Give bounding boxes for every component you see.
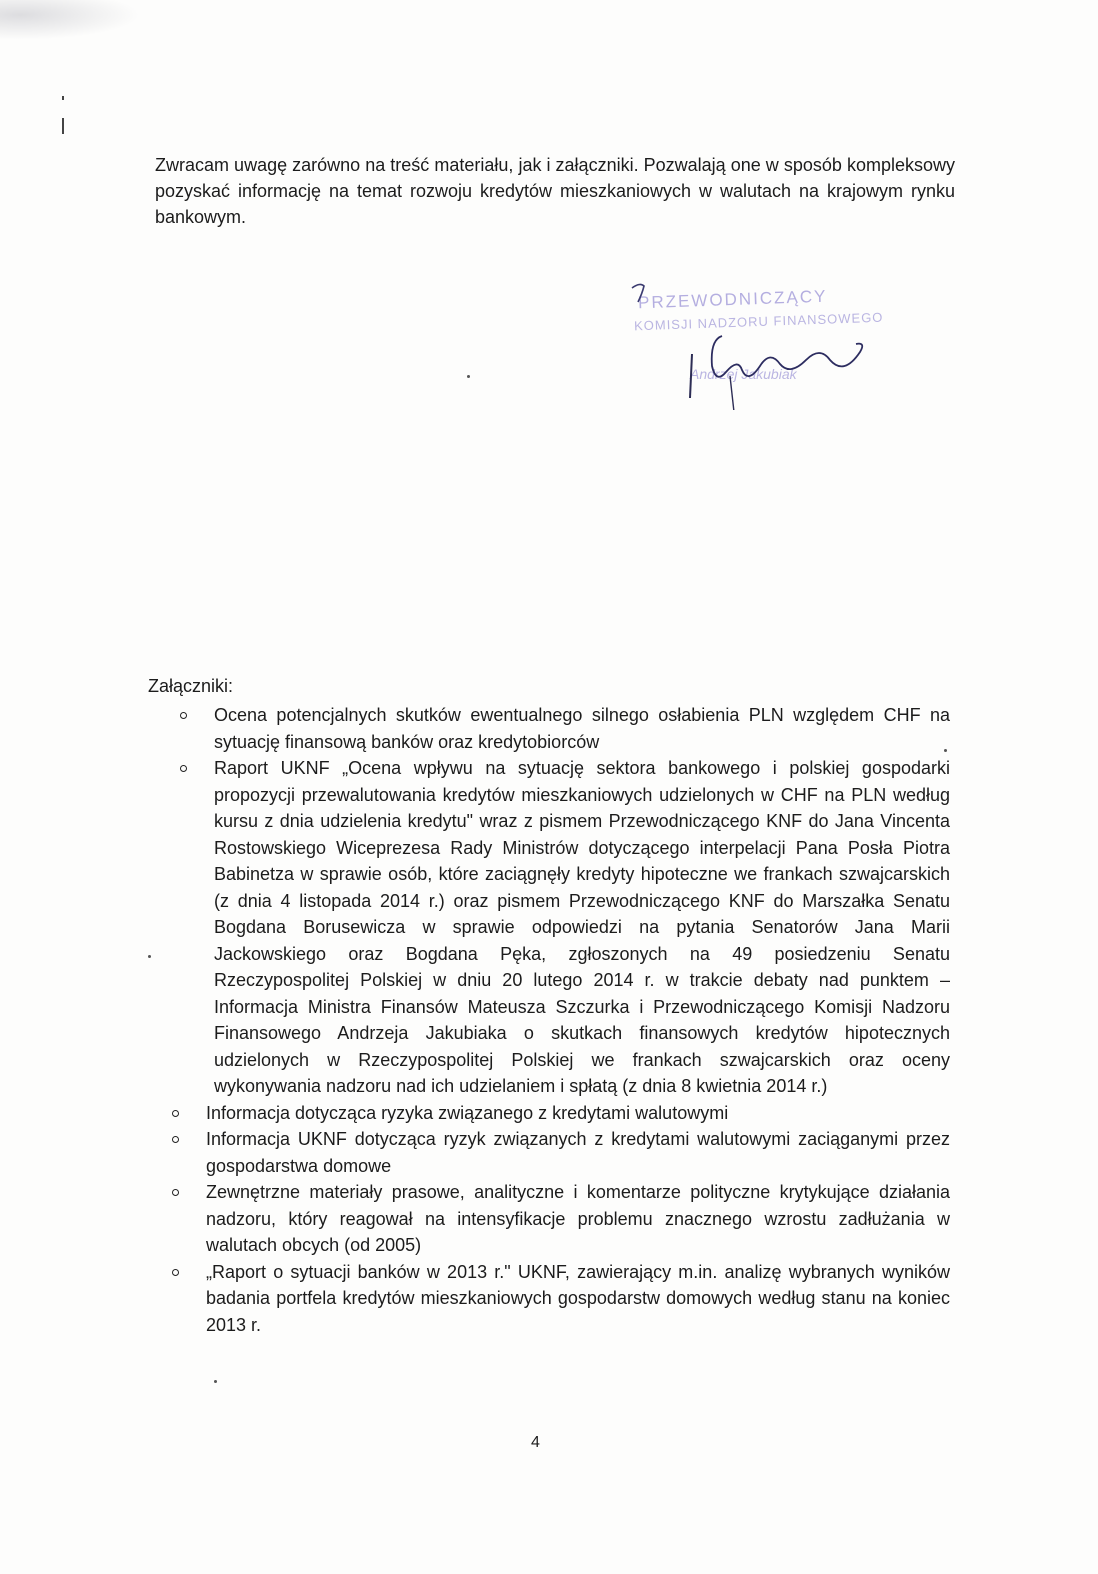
scan-speck	[467, 375, 470, 378]
scan-artifact	[0, 0, 140, 40]
bullet-icon	[180, 765, 187, 772]
attachment-item	[162, 1126, 950, 1179]
attachment-item	[162, 1259, 950, 1339]
bullet-icon	[172, 1269, 179, 1276]
attachment-text: Informacja dotycząca ryzyka związanego z kredytami walutowymi	[206, 1102, 729, 1123]
attachment-item	[162, 1100, 950, 1127]
handwritten-signature	[630, 280, 910, 410]
stamp-institution: KOMISJI NADZORU FINANSOWEGO	[633, 309, 884, 334]
bullet-icon	[172, 1136, 179, 1143]
margin-mark	[62, 96, 64, 100]
official-stamp-signature	[630, 280, 910, 410]
attachment-item	[170, 755, 950, 1100]
intro-paragraph: Zwracam uwagę zarówno na treść materiału, jak i załączniki. Pozwalają one w sposób kompleksowy pozyskać informację na temat rozwoju kredytów mieszkaniowych w walutach na krajowym rynku bankowym.	[155, 155, 955, 227]
margin-mark	[62, 118, 64, 134]
scan-speck	[214, 1380, 217, 1383]
attachment-text: „Raport o sytuacji banków w 2013 r." UKNF, zawierający m.in. analizę wybranych wyników badania portfela kredytów mieszkaniowych gospodarstw domowych według stanu na koniec 2013 r.	[206, 1261, 950, 1335]
attachments-list	[170, 702, 950, 1338]
stamp-name: Andrzej Jakubiak	[690, 366, 797, 382]
attachment-text: Informacja UKNF dotycząca ryzyk związanych z kredytami walutowymi zaciąganymi przez gospodarstwa domowe	[206, 1129, 950, 1176]
attachment-text: Zewnętrzne materiały prasowe, analityczne i komentarze polityczne krytykujące działania nadzoru, który reagował na intensyfikacje problemu znacznego wzrostu zadłużania w walutach obcych (od 2005)	[206, 1182, 950, 1255]
page-number: 4	[531, 1434, 540, 1451]
bullet-icon	[180, 712, 187, 719]
scan-speck	[148, 955, 151, 958]
attachments-heading: Załączniki:	[148, 676, 234, 696]
attachment-item	[162, 1179, 950, 1259]
bullet-icon	[172, 1189, 179, 1196]
stamp-title: PRZEWODNICZĄCY	[637, 286, 828, 313]
attachment-text: Ocena potencjalnych skutków ewentualnego silnego osłabienia PLN względem CHF na sytuację finansową banków oraz kredytobiorców	[214, 705, 950, 752]
bullet-icon	[172, 1110, 179, 1117]
attachment-text: Raport UKNF „Ocena wpływu na sytuację sektora bankowego i polskiej gospodarki propozycji przewalutowania kredytów mieszkaniowych udzielonych w CHF na PLN według kursu z dnia udzielenia kredytu" wraz z pismem Przewodniczącego KNF do Jana Vincenta Rostowskiego Wiceprezesa Rady Ministrów dotyczącego interpelacji Pana Posła Piotra Babinetza w sprawie osób, które zaciągnęły kredyty hipoteczne we frankach szwajcarskich (z dnia 4 listopada 2014 r.) oraz pismem Przewodniczącego KNF do Marszałka Senatu Bogdana Borusewicza w sprawie odpowiedzi na pytania Senatorów Jana Marii Jackowskiego oraz Bogdana Pęka, zgłoszonych na 49 posiedzeniu Senatu Rzeczypospolitej Polskiej w dniu 20 lutego 2014 r. w trakcie debaty nad punktem – Informacja Ministra Finansów Mateusza Szczurka i Przewodniczącego Komisji Nadzoru Finansowego Andrzeja Jakubiaka o skutkach finansowych kredytów hipotecznych udzielonych w Rzeczypospolitej Polskiej we frankach szwajcarskich oraz oceny wykonywania nadzoru nad ich udzielaniem i spłatą (z dnia 8 kwietnia 2014 r.)	[214, 758, 950, 1096]
attachment-item	[170, 702, 950, 755]
